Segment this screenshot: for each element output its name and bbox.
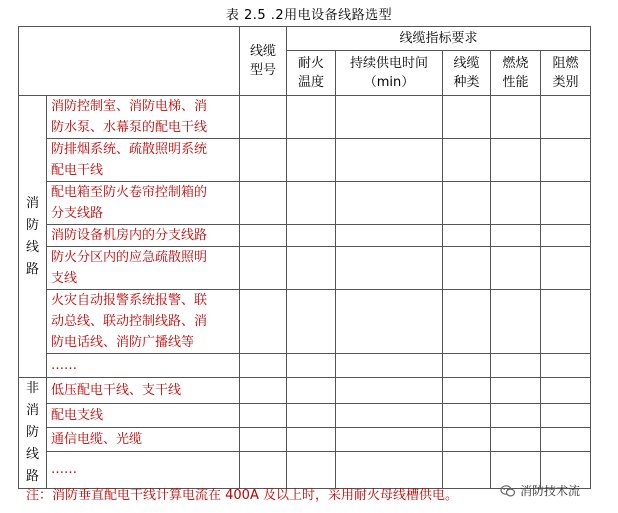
- item-line: 消防控制室、消防电梯、消: [51, 99, 208, 114]
- group-label-char: 防: [25, 425, 39, 440]
- empty-cell: [541, 428, 591, 452]
- empty-cell: [336, 378, 443, 404]
- empty-cell: [287, 451, 336, 488]
- empty-cell: [443, 96, 491, 139]
- empty-cell: [336, 404, 443, 428]
- empty-cell: [541, 290, 591, 354]
- group-label-char: 线: [25, 239, 39, 255]
- empty-cell: [491, 290, 541, 354]
- empty-cell: [287, 96, 336, 139]
- empty-cell: [336, 451, 443, 488]
- header-column-line: 温度: [297, 75, 324, 90]
- header-column-3: [491, 51, 541, 96]
- item-line: 配电支线: [51, 408, 104, 424]
- table-row: [19, 182, 591, 225]
- item-description: [47, 225, 240, 247]
- header-column-line: 类别: [552, 75, 579, 90]
- header-column-line: 种类: [453, 75, 480, 90]
- item-line: ……: [51, 462, 77, 478]
- empty-cell: [443, 404, 491, 428]
- table-title: 表 2.5 .2用电设备线路选型: [225, 8, 393, 23]
- group-label-char: 线: [25, 447, 39, 462]
- empty-cell: [491, 247, 541, 290]
- empty-cell: [491, 354, 541, 378]
- empty-cell: [240, 96, 287, 139]
- empty-cell: [287, 247, 336, 290]
- empty-cell: [491, 378, 541, 404]
- item-description: [47, 378, 240, 404]
- item-description: [47, 451, 240, 488]
- table-row: [19, 404, 591, 428]
- watermark-text: 消防技术流: [520, 484, 581, 498]
- empty-cell: [287, 225, 336, 247]
- empty-cell: [336, 96, 443, 139]
- item-line: 防水泵、水幕泵的配电干线: [51, 120, 208, 135]
- item-line: 动总线、联动控制线路、消: [51, 314, 208, 329]
- item-description: [47, 428, 240, 452]
- empty-cell: [541, 225, 591, 247]
- item-line: ……: [51, 358, 77, 373]
- item-line: 通信电缆、光缆: [51, 432, 143, 448]
- empty-cell: [240, 378, 287, 404]
- item-description: [47, 404, 240, 428]
- header-column-line: （min）: [363, 75, 415, 90]
- group-label: [19, 378, 47, 489]
- empty-cell: [541, 182, 591, 225]
- empty-cell: [443, 139, 491, 182]
- empty-cell: [287, 378, 336, 404]
- group-label-char: 非: [25, 381, 39, 396]
- item-line: 配电干线: [51, 163, 104, 178]
- empty-cell: [491, 182, 541, 225]
- group-label-char: 防: [25, 217, 39, 233]
- empty-cell: [491, 139, 541, 182]
- empty-cell: [491, 225, 541, 247]
- empty-cell: [443, 354, 491, 378]
- cable-selection-table: [18, 26, 591, 489]
- empty-cell: [443, 225, 491, 247]
- group-label: [19, 96, 47, 378]
- empty-cell: [443, 451, 491, 488]
- header-column-line: 燃烧: [502, 56, 529, 71]
- empty-cell: [240, 404, 287, 428]
- item-line: 防排烟系统、疏散照明系统: [51, 142, 208, 157]
- table-row: [19, 354, 591, 378]
- header-column-1: [336, 51, 443, 96]
- empty-cell: [240, 354, 287, 378]
- empty-cell: [287, 354, 336, 378]
- header-cable-model-line: 型号: [249, 63, 276, 78]
- item-description: [47, 247, 240, 290]
- table-row: [19, 139, 591, 182]
- item-line: 配电箱至防火卷帘控制箱的: [51, 185, 208, 200]
- empty-cell: [287, 182, 336, 225]
- header-cable-model-line: 线缆: [249, 44, 276, 59]
- item-line: 低压配电干线、支干线: [51, 383, 182, 399]
- empty-cell: [541, 139, 591, 182]
- item-line: 消防设备机房内的分支线路: [51, 228, 208, 243]
- empty-cell: [541, 96, 591, 139]
- header-indicator-group: 线缆指标要求: [287, 27, 591, 51]
- item-line: 防火分区内的应急疏散照明: [51, 250, 208, 265]
- empty-cell: [287, 139, 336, 182]
- empty-cell: [336, 354, 443, 378]
- item-line: 分支线路: [51, 206, 104, 221]
- empty-cell: [287, 428, 336, 452]
- empty-cell: [443, 182, 491, 225]
- header-column-line: 线缆: [453, 56, 480, 71]
- empty-cell: [240, 182, 287, 225]
- empty-cell: [541, 404, 591, 428]
- empty-cell: [240, 225, 287, 247]
- empty-cell: [287, 290, 336, 354]
- header-column-line: 耐火: [297, 56, 324, 71]
- table-row: [19, 378, 591, 404]
- empty-cell: [443, 428, 491, 452]
- empty-cell: [336, 428, 443, 452]
- group-label-char: 路: [25, 261, 39, 277]
- watermark: [500, 482, 580, 499]
- empty-cell: [541, 247, 591, 290]
- empty-cell: [240, 428, 287, 452]
- header-cable-model: [240, 27, 287, 96]
- empty-cell: [491, 404, 541, 428]
- table-row: [19, 225, 591, 247]
- empty-cell: [336, 247, 443, 290]
- group-label-char: 消: [25, 403, 39, 418]
- empty-cell: [491, 96, 541, 139]
- item-description: [47, 290, 240, 354]
- empty-cell: [336, 139, 443, 182]
- table-row: [19, 96, 591, 139]
- item-description: [47, 139, 240, 182]
- group-label-char: 路: [25, 469, 39, 484]
- item-description: [47, 354, 240, 378]
- header-column-line: 性能: [502, 75, 529, 90]
- item-line: 火灾自动报警系统报警、联: [51, 293, 208, 308]
- table-row: [19, 247, 591, 290]
- table-row: [19, 290, 591, 354]
- header-column-line: 持续供电时间: [349, 56, 428, 71]
- item-description: [47, 96, 240, 139]
- empty-cell: [541, 378, 591, 404]
- header-column-4: [541, 51, 591, 96]
- header-column-2: [443, 51, 491, 96]
- empty-cell: [443, 378, 491, 404]
- empty-cell: [240, 139, 287, 182]
- table-row: [19, 428, 591, 452]
- footnote: 注：消防垂直配电干线计算电流在 400A 及以上时，采用耐火母线槽供电。: [26, 488, 458, 503]
- empty-cell: [287, 404, 336, 428]
- empty-cell: [336, 290, 443, 354]
- wechat-icon: [500, 483, 516, 499]
- header-column-line: 阻燃: [552, 56, 579, 71]
- empty-cell: [491, 428, 541, 452]
- empty-cell: [541, 354, 591, 378]
- empty-cell: [240, 451, 287, 488]
- empty-cell: [240, 290, 287, 354]
- empty-cell: [443, 290, 491, 354]
- empty-cell: [240, 247, 287, 290]
- item-line: 防电话线、消防广播线等: [51, 335, 195, 350]
- header-corner: [19, 27, 240, 96]
- empty-cell: [443, 247, 491, 290]
- item-description: [47, 182, 240, 225]
- header-column-0: [287, 51, 336, 96]
- group-label-char: 消: [25, 195, 39, 211]
- empty-cell: [336, 225, 443, 247]
- empty-cell: [336, 182, 443, 225]
- item-line: 支线: [51, 271, 78, 286]
